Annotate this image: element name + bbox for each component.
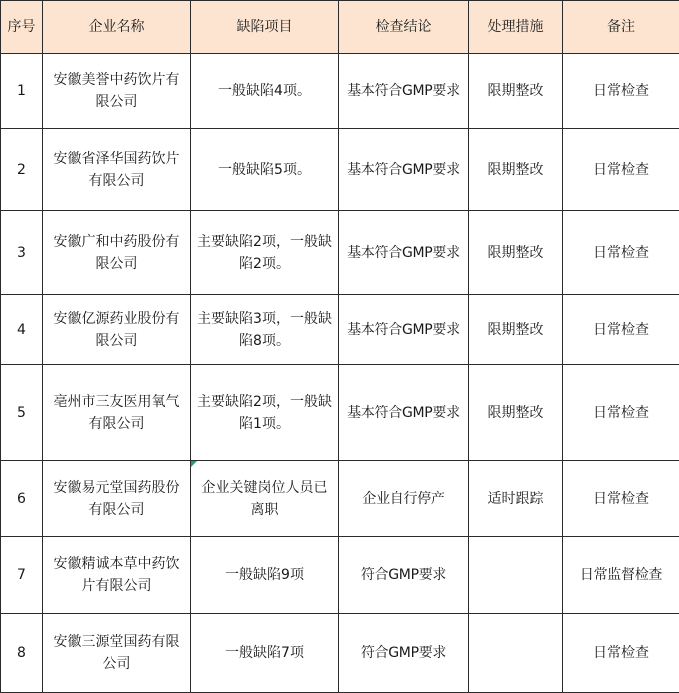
measures-cell[interactable]: 限期整改 [469,54,563,129]
index-cell[interactable]: 4 [1,295,43,365]
remarks-cell[interactable]: 日常检查 [563,54,679,129]
company-cell[interactable]: 安徽三源堂国药有限公司 [43,614,191,693]
remarks-cell[interactable]: 日常监督检查 [563,537,679,614]
index-cell[interactable]: 1 [1,54,43,129]
conclusion-cell[interactable]: 基本符合GMP要求 [339,129,469,211]
index-cell[interactable]: 3 [1,211,43,295]
measures-cell[interactable]: 限期整改 [469,365,563,461]
conclusion-cell[interactable]: 企业自行停产 [339,461,469,537]
table-row [1,461,679,537]
company-cell[interactable]: 安徽易元堂国药股份有限公司 [43,461,191,537]
company-cell[interactable]: 安徽美誉中药饮片有限公司 [43,54,191,129]
company-cell[interactable]: 安徽省泽华国药饮片有限公司 [43,129,191,211]
defects-cell[interactable]: 主要缺陷3项，一般缺陷8项。 [191,295,339,365]
measures-cell[interactable] [469,614,563,693]
defects-text: 企业关键岗位人员已离职 [201,479,328,518]
measures-cell[interactable]: 限期整改 [469,211,563,295]
remarks-cell[interactable]: 日常检查 [563,614,679,693]
conclusion-cell[interactable]: 符合GMP要求 [339,537,469,614]
table-row [1,614,679,693]
measures-cell[interactable] [469,537,563,614]
remarks-cell[interactable]: 日常检查 [563,129,679,211]
conclusion-cell[interactable]: 基本符合GMP要求 [339,295,469,365]
conclusion-cell[interactable]: 基本符合GMP要求 [339,211,469,295]
conclusion-cell[interactable]: 符合GMP要求 [339,614,469,693]
remarks-cell[interactable]: 日常检查 [563,365,679,461]
table-row [1,537,679,614]
header-row [1,1,679,54]
remarks-cell[interactable]: 日常检查 [563,211,679,295]
index-cell[interactable]: 2 [1,129,43,211]
measures-cell[interactable]: 限期整改 [469,129,563,211]
company-cell[interactable]: 亳州市三友医用氧气有限公司 [43,365,191,461]
index-cell[interactable]: 8 [1,614,43,693]
defects-cell[interactable]: 主要缺陷2项，一般缺陷2项。 [191,211,339,295]
header-remarks[interactable]: 备注 [563,1,679,54]
table-row [1,129,679,211]
defects-cell[interactable] [191,461,339,537]
measures-cell[interactable]: 适时跟踪 [469,461,563,537]
measures-cell[interactable]: 限期整改 [469,295,563,365]
index-cell[interactable]: 7 [1,537,43,614]
header-measures[interactable]: 处理措施 [469,1,563,54]
header-company[interactable]: 企业名称 [43,1,191,54]
cell-comment-marker [191,461,197,467]
header-conclusion[interactable]: 检查结论 [339,1,469,54]
defects-cell[interactable]: 一般缺陷7项 [191,614,339,693]
header-defects[interactable]: 缺陷项目 [191,1,339,54]
index-cell[interactable]: 5 [1,365,43,461]
table-row [1,295,679,365]
remarks-cell[interactable]: 日常检查 [563,461,679,537]
defects-cell[interactable]: 一般缺陷4项。 [191,54,339,129]
conclusion-cell[interactable]: 基本符合GMP要求 [339,365,469,461]
table-row [1,211,679,295]
company-cell[interactable]: 安徽精诚本草中药饮片有限公司 [43,537,191,614]
index-cell[interactable]: 6 [1,461,43,537]
company-cell[interactable]: 安徽广和中药股份有限公司 [43,211,191,295]
table-row [1,54,679,129]
header-index[interactable]: 序号 [1,1,43,54]
remarks-cell[interactable]: 日常检查 [563,295,679,365]
defects-cell[interactable]: 一般缺陷9项 [191,537,339,614]
table-row [1,365,679,461]
company-cell[interactable]: 安徽亿源药业股份有限公司 [43,295,191,365]
defects-cell[interactable]: 一般缺陷5项。 [191,129,339,211]
conclusion-cell[interactable]: 基本符合GMP要求 [339,54,469,129]
defects-cell[interactable]: 主要缺陷2项，一般缺陷1项。 [191,365,339,461]
